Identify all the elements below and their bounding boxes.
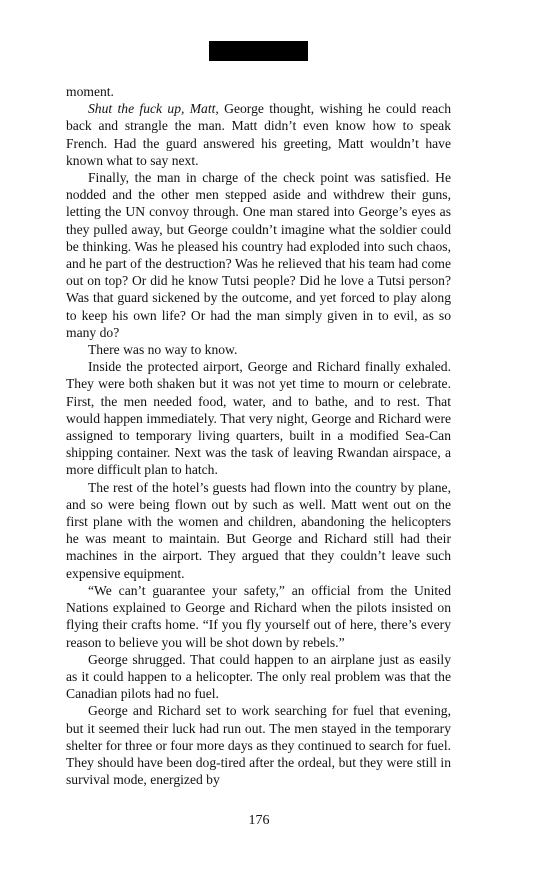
page-number: 176 bbox=[248, 813, 270, 828]
body-text bbox=[66, 83, 451, 788]
redaction-bar bbox=[209, 41, 308, 61]
paragraph-2-italic-lead: Shut the fuck up, Matt, bbox=[88, 101, 219, 117]
paragraph-4: There was no way to know. bbox=[88, 342, 238, 358]
paragraph-6: The rest of the hotel’s guests had flown into the country by plane, and so were being flown out by such as well. Matt went out on the first plane with the women and children, abandoning the helicopters he was meant to maintain. But George and Richard still had their machines in the airport. They argued that they couldn’t leave such expensive equipment. bbox=[66, 479, 451, 581]
paragraph-2: Shut the fuck up, Matt, George thought, wishing he could reach back and strangle the man. Matt didn’t even know how to speak French. Had the guard answered his greeting, Matt wouldn’t have known what to say next. bbox=[66, 101, 452, 168]
paragraph-3: Finally, the man in charge of the check point was satisfied. He nodded and the other men stepped aside and withdrew their guns, letting the UN convoy through. One man stared into George’s eyes as they pulled away, but George couldn’t imagine what the soldier could be thinking. Was he pleased his country had exploded into such chaos, and he part of the destruction? Was he relieved that his team had come out on top? Or did he know Tutsi people? Did he love a Tutsi person? Was that guard sickened by the outcome, and yet forced to play along to keep his own life? Or had the man simply given in to evil, as so many do? bbox=[66, 170, 451, 340]
paragraph-5: Inside the protected airport, George and Richard finally exhaled. They were both shaken but it was not yet time to mourn or celebrate. First, the men needed food, water, and to bathe, and to rest. That would happen immediately. That very night, George and Richard were assigned to temporary living quarters, built in a modified Sea-Can shipping container. Next was the task of leaving Rwandan airspace, a more difficult plan to hatch. bbox=[66, 359, 451, 478]
paragraph-7: “We can’t guarantee your safety,” an official from the United Nations explained to George and Richard when the pilots insisted on flying their crafts home. “If you fly yourself out of here, there’s every reason to believe you will be shot down by rebels.” bbox=[66, 582, 451, 650]
paragraph-8: George shrugged. That could happen to an airplane just as easily as it could happen to a helicopter. The only real problem was that the Canadian pilots had no fuel. bbox=[66, 651, 451, 702]
paragraph-9: George and Richard set to work searching for fuel that evening, but it seemed their luck had run out. The men stayed in the temporary shelter for three or four more days as they continued to search for fuel. They should have been dog-tired after the ordeal, but they were still in survival mode, energized by bbox=[66, 703, 451, 788]
paragraph-1: moment. bbox=[66, 84, 114, 99]
